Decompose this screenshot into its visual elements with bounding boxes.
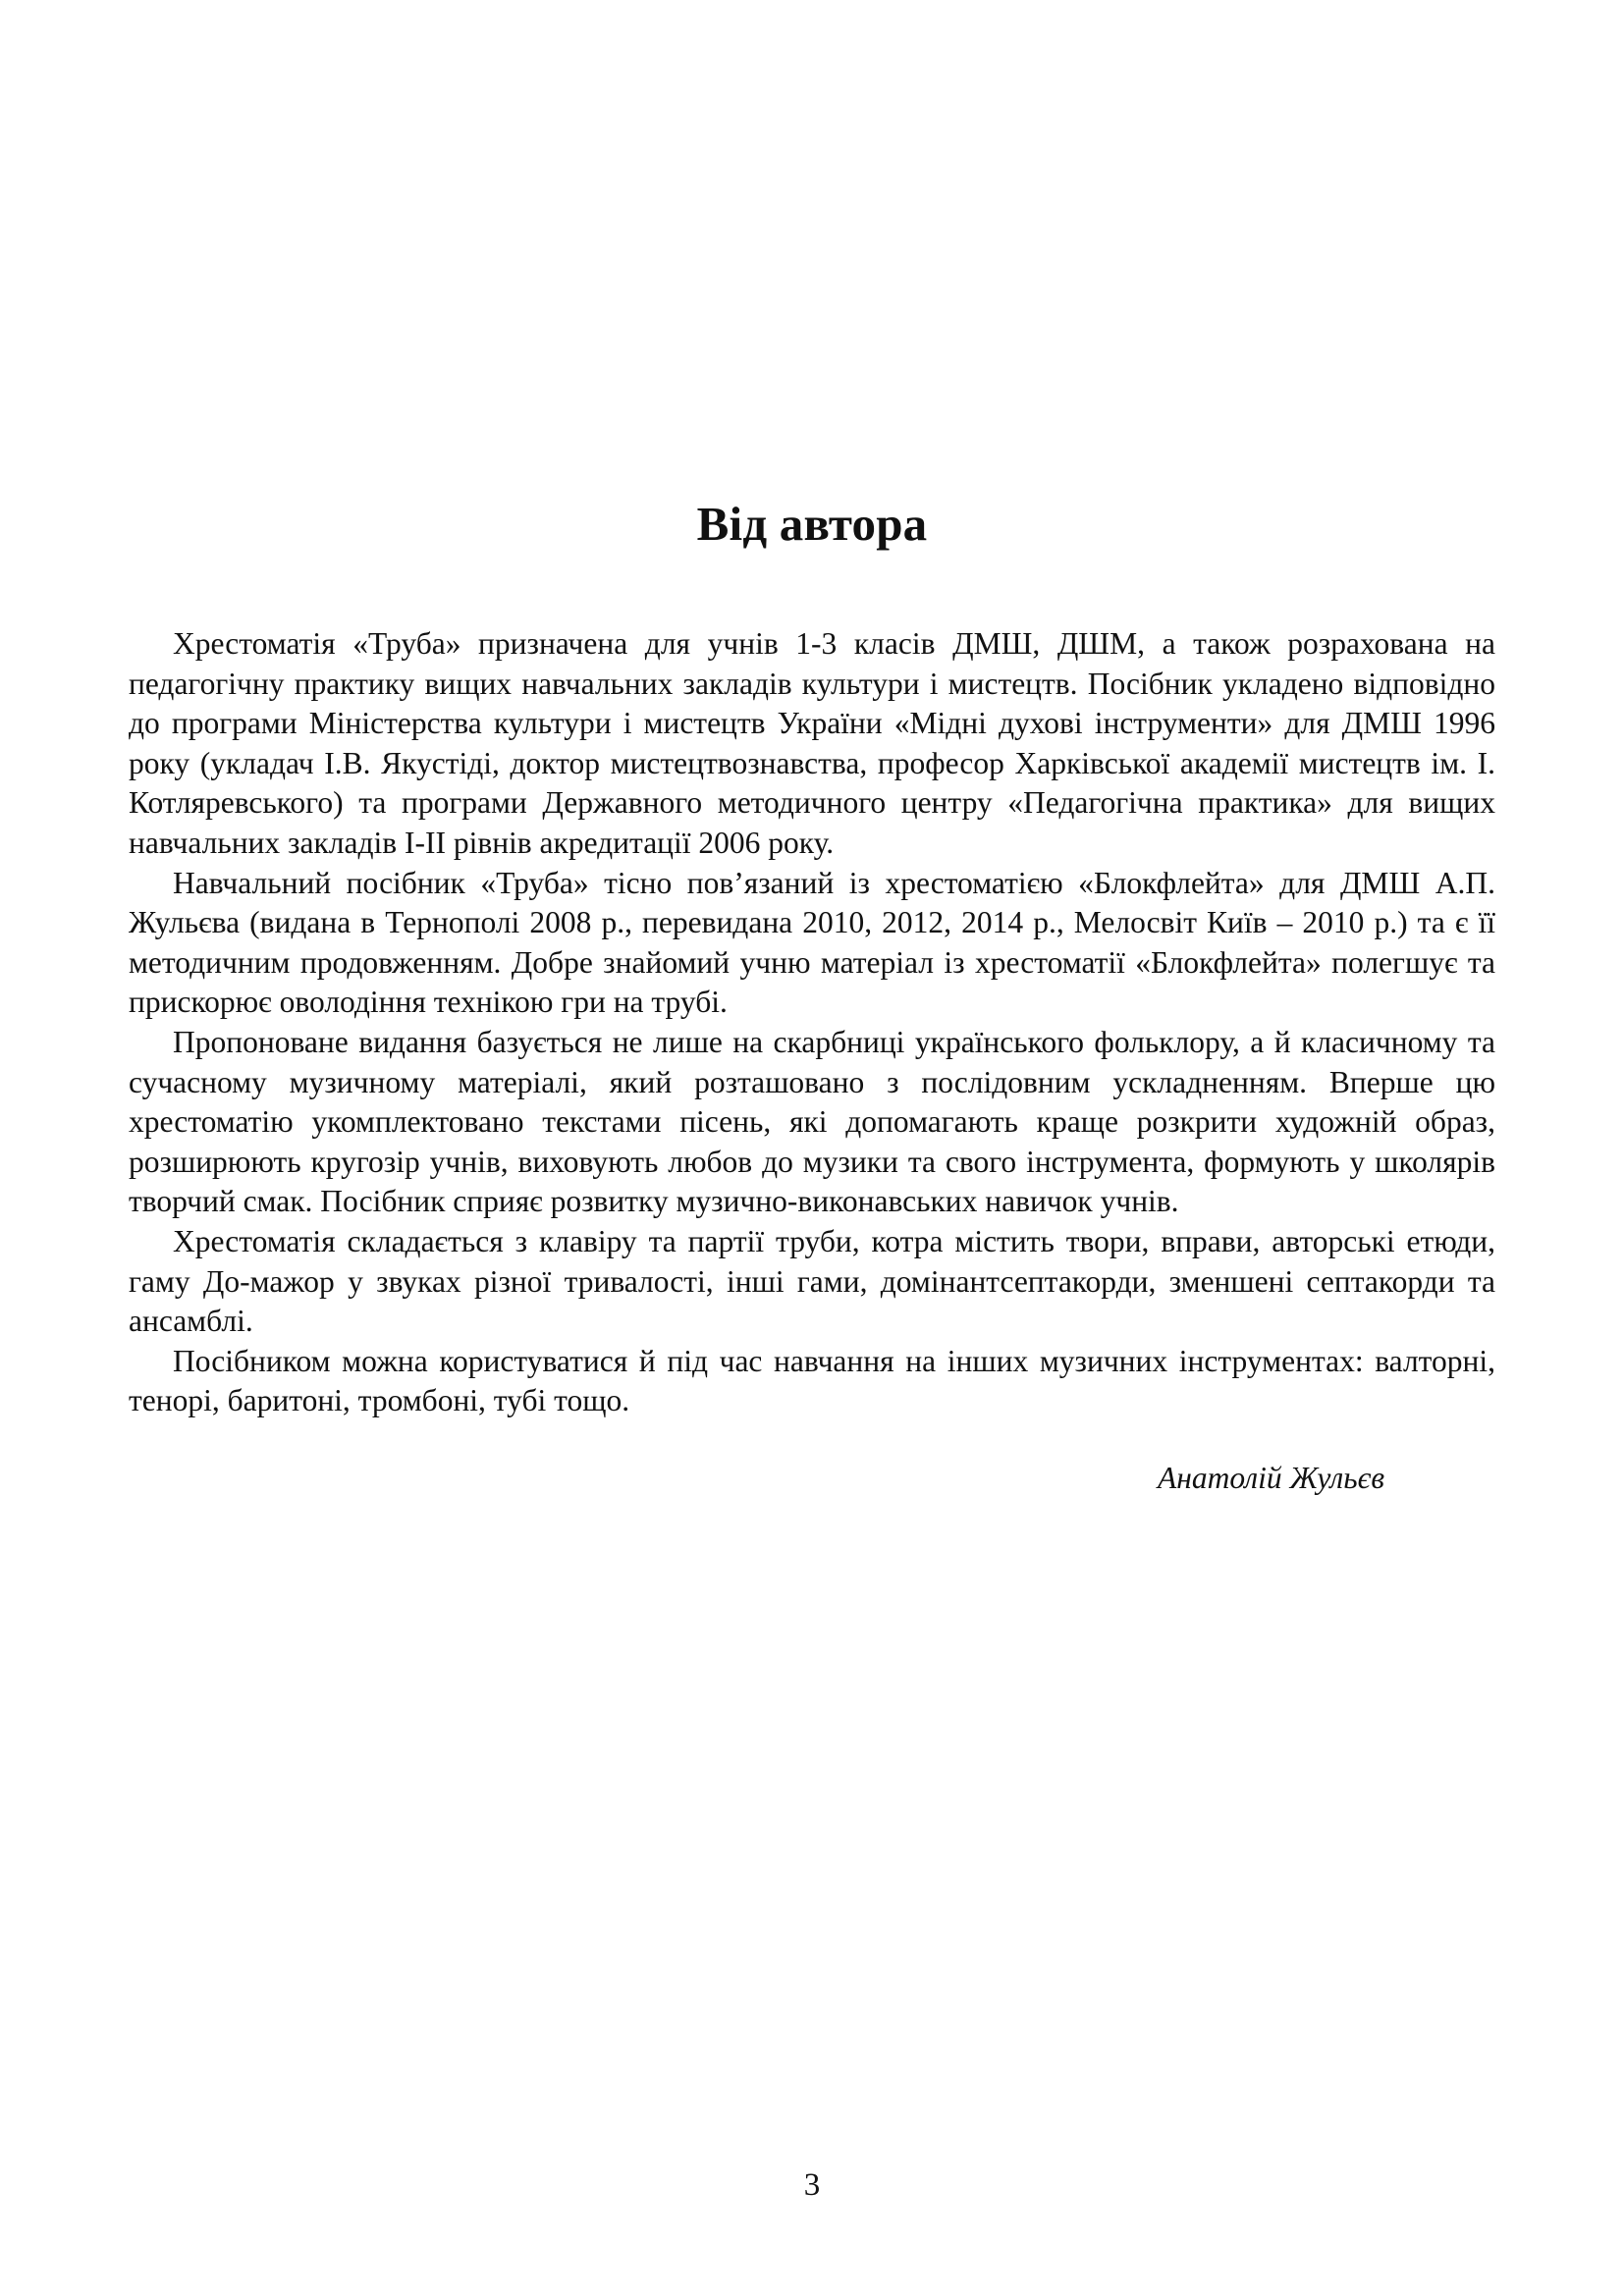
- preface-body: [129, 624, 1495, 1421]
- page-title: Від автора: [696, 497, 928, 551]
- paragraph-3: Пропоноване видання базується не лише на скарбниці українського фольклору, а й класичному та сучасному музичному матеріалі, який розташовано з послідовним ускладненням. Вперше цю хрестоматію укомплектовано текстами пісень, які допомагають краще розкрити художній образ, розширюють кругозір учнів, виховують любов до музики та свого інструмента, формують у школярів творчий смак. Посібник сприяє розвитку музично-виконавських навичок учнів.: [129, 1024, 1495, 1219]
- page-number: 3: [803, 2167, 821, 2203]
- paragraph-1: Хрестоматія «Труба» призначена для учнів 1-3 класів ДМШ, ДШМ, а також розрахована на педагогічну практику вищих навчальних закладів культури і мистецтв. Посібник укладено відповідно до програми Міністерства культури і мистецтв України «Мідні духові інструменти» для ДМШ 1996 року (укладач І.В. Якустіді, доктор мистецтвознавства, професор Харківської академії мистецтв ім. І. Котляревського) та програми Державного методичного центру «Педагогічна практика» для вищих навчальних закладів І-ІІ рівнів акредитації 2006 року.: [129, 626, 1495, 860]
- paragraph-2: Навчальний посібник «Труба» тісно пов’язаний із хрестоматією «Блокфлейта» для ДМШ А.П. Жульєва (видана в Тернополі 2008 р., перевидана 2010, 2012, 2014 р., Мелосвіт Київ – 2010 р.) та є її методичним продовженням. Добре знайомий учню матеріал із хрестоматії «Блокфлейта» полегшує та прискорює оволодіння технікою гри на трубі.: [129, 865, 1495, 1020]
- paragraph-4: Хрестоматія складається з клавіру та партії труби, котра містить твори, вправи, авторські етюди, гаму До-мажор у звуках різної тривалості, інші гами, домінантсептакорди, зменшені септакорди та ансамблі.: [129, 1223, 1495, 1339]
- paragraph-5: Посібником можна користуватися й під час навчання на інших музичних інструментах: валторні, тенорі, баритоні, тромбоні, тубі тощо.: [129, 1343, 1495, 1418]
- author-signature: Анатолій Жульєв: [1158, 1461, 1384, 1495]
